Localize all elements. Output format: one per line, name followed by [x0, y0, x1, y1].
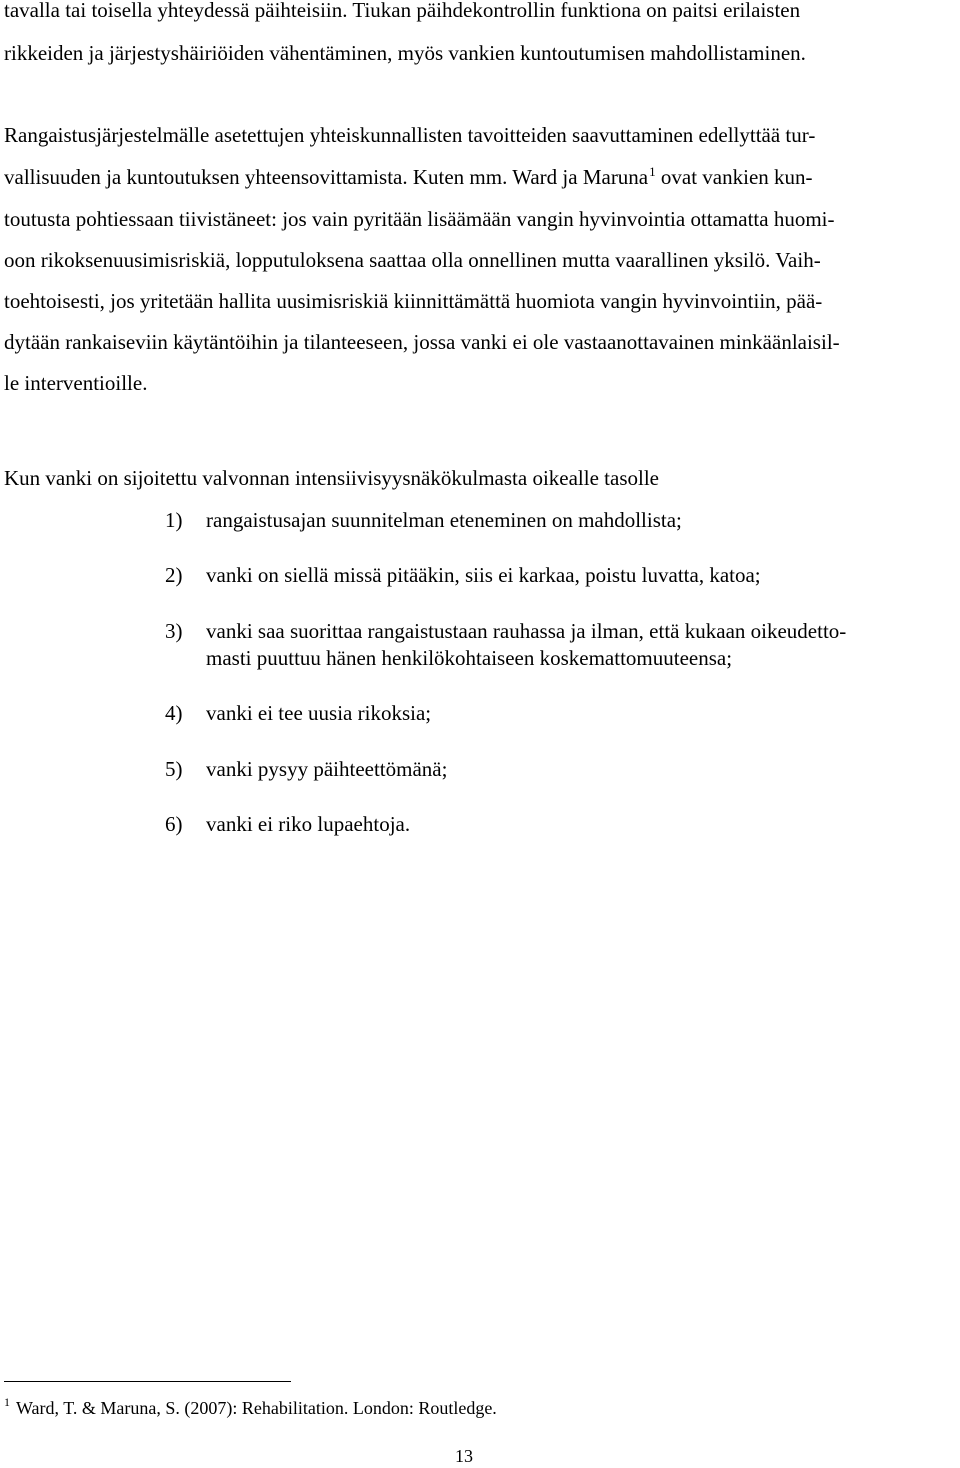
list-item-5-text: vanki pysyy päihteettömänä; [206, 757, 448, 781]
paragraph-2-line-6: dytään rankaiseviin käytäntöihin ja tilanteeseen, jossa vanki ei ole vastaanottavainen minkäänlaisil- [4, 330, 840, 354]
paragraph-2-line-7: le interventioille. [4, 371, 148, 395]
paragraph-2-line-4: oon rikoksenuusimisriskiä, lopputuloksena saattaa olla onnellinen mutta vaarallinen yksilö. Vaih- [4, 248, 821, 272]
paragraph-2-line-5: toehtoisesti, jos yritetään hallita uusimisriskiä kiinnittämättä huomiota vangin hyvinvointiin, pää- [4, 289, 823, 313]
paragraph-1-line-2: rikkeiden ja järjestyshäiriöiden vähentäminen, myös vankien kuntoutumisen mahdollistaminen. [4, 41, 806, 65]
list-item-3-text-line-2: masti puuttuu hänen henkilökohtaiseen koskemattomuuteensa; [206, 646, 733, 670]
list-item-1-number: 1) [165, 508, 183, 532]
list-item-5-number: 5) [165, 757, 183, 781]
paragraph-2-line-1: Rangaistusjärjestelmälle asetettujen yhteiskunnallisten tavoitteiden saavuttaminen edellyttää tur- [4, 123, 816, 147]
paragraph-2-line-3: toutusta pohtiessaan tiivistäneet: jos vain pyritään lisäämään vangin hyvinvointia ottamatta huomi- [4, 207, 835, 231]
page-number: 13 [455, 1446, 473, 1466]
paragraph-3-intro: Kun vanki on sijoitettu valvonnan intensiivisyysnäkökulmasta oikealle tasolle [4, 466, 659, 490]
paragraph-2-line-2 [4, 164, 813, 190]
list-item-2-text: vanki on siellä missä pitääkin, siis ei karkaa, poistu luvatta, katoa; [206, 563, 761, 587]
list-item-6-text: vanki ei riko lupaehtoja. [206, 812, 411, 836]
list-item-2-number: 2) [165, 563, 183, 587]
list-item-1-text: rangaistusajan suunnitelman eteneminen on mahdollista; [206, 508, 682, 532]
list-item-3-number: 3) [165, 619, 183, 643]
list-item-3-text-line-1: vanki saa suorittaa rangaistustaan rauhassa ja ilman, että kukaan oikeudetto- [206, 619, 847, 643]
paragraph-1-line-1: tavalla tai toisella yhteydessä päihteisiin. Tiukan päihdekontrollin funktiona on paitsi erilaisten [4, 0, 801, 22]
paragraph-2-line-2-text-a: vallisuuden ja kuntoutuksen yhteensovittamista. Kuten mm. Ward ja Maruna [4, 165, 649, 189]
paragraph-2-line-2-text-b: ovat vankien kun- [655, 165, 813, 189]
footnote [4, 1396, 497, 1420]
footnote-divider [4, 1381, 291, 1382]
footnote-marker: 1 [4, 1395, 10, 1409]
footnote-reference[interactable]: 1 [649, 164, 656, 179]
footnote-text: Ward, T. & Maruna, S. (2007): Rehabilitation. London: Routledge. [16, 1398, 497, 1418]
list-item-4-number: 4) [165, 701, 183, 725]
list-item-6-number: 6) [165, 812, 183, 836]
list-item-4-text: vanki ei tee uusia rikoksia; [206, 701, 432, 725]
